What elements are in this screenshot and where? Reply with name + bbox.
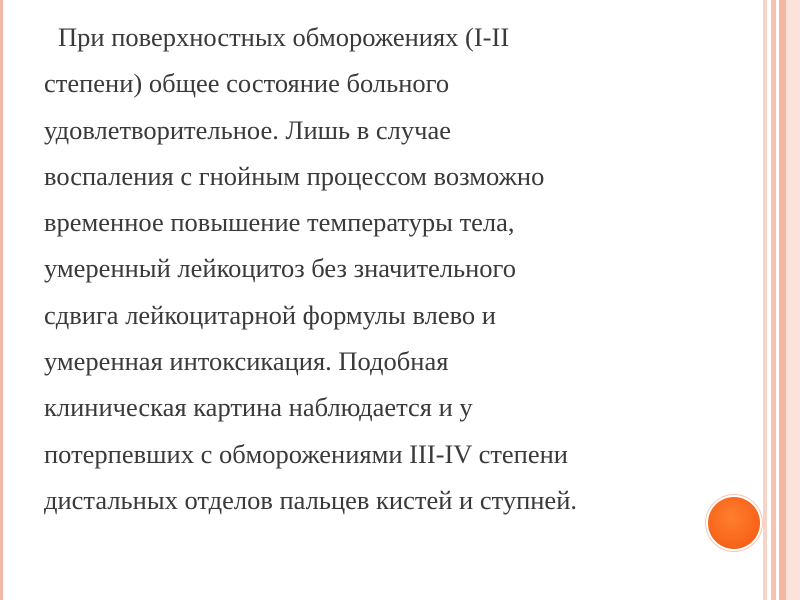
text-line: степени) общее состояние больного [44,68,450,99]
text-line: умеренный лейкоцитоз без значительного [44,253,517,284]
text-line: сдвига лейкоцитарной формулы влево и [44,299,496,330]
orange-circle-decoration [708,497,760,549]
text-line: воспаления с гнойным процессом возможно [44,160,545,191]
slide-body-text [44,14,764,523]
text-line: умеренная интоксикация. Подобная [44,346,449,377]
text-line: удовлетворительное. Лишь в случае [44,114,451,145]
text-line: временное повышение температуры тела, [44,207,515,238]
text-line: дистальных отделов пальцев кистей и ступней. [44,484,578,515]
right-stripe-decoration [786,0,800,600]
text-line: При поверхностных обморожениях (I-II [58,22,510,52]
text-line: клиническая картина наблюдается и у [44,392,473,423]
right-stripe-decoration [779,0,786,600]
text-line: потерпевших с обморожениями III-IV степени [44,438,568,469]
left-border [0,0,3,600]
